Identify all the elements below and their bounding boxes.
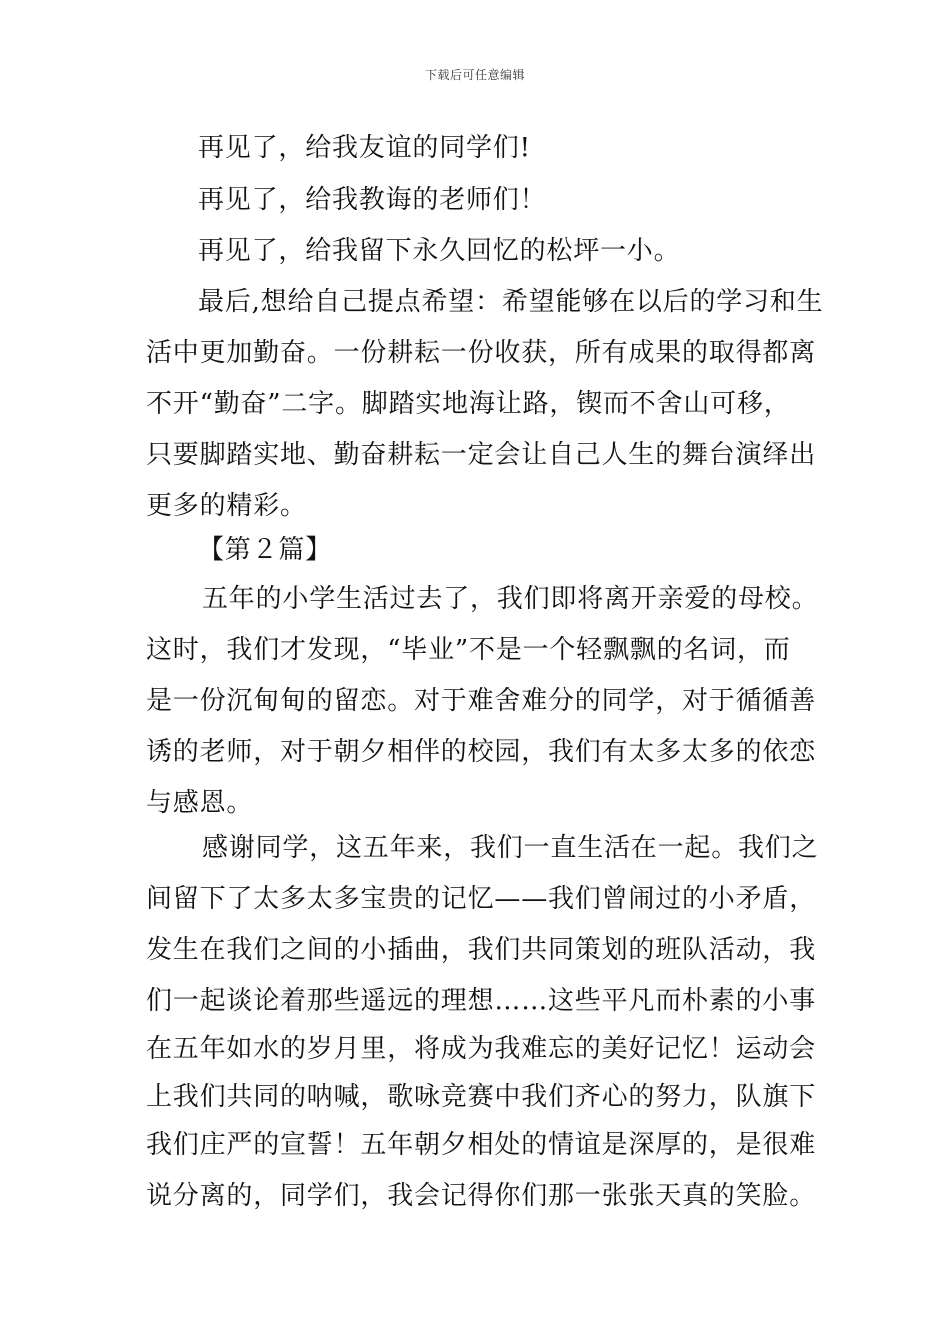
text-line: 只要脚踏实地、勤奋耕耘一定会让自己人生的舞台演绎出 [146,440,817,470]
page-header: 下载后可任意编辑 [424,68,525,82]
text-line: 再见了，给我友谊的同学们! [198,133,531,163]
text-line: 这时，我们才发现，“毕业”不是一个轻飘飘的名词，而 [146,635,791,665]
text-line: 发生在我们之间的小插曲，我们共同策划的班队活动，我 [146,935,817,965]
text-line: 我们庄严的宣誓！五年朝夕相处的情谊是深厚的，是很难 [146,1130,817,1160]
text-line: 感谢同学，这五年来，我们一直生活在一起。我们之 [202,833,819,863]
text-line: 活中更加勤奋。一份耕耘一份收获，所有成果的取得都离 [146,338,817,368]
section-heading: 【第２篇】 [198,535,333,565]
text-line: 再见了，给我教诲的老师们！ [198,185,547,215]
text-line: 间留下了太多太多宝贵的记忆——我们曾闹过的小矛盾， [146,884,817,914]
text-line: 五年的小学生活过去了，我们即将离开亲爱的母校。 [202,584,819,614]
text-line: 在五年如水的岁月里，将成为我难忘的美好记忆！运动会 [146,1034,817,1064]
text-line: 与感恩。 [146,788,254,818]
text-line: 说分离的，同学们，我会记得你们那一张张天真的笑脸。 [146,1181,817,1211]
text-line: 们一起谈论着那些遥远的理想……这些平凡而朴素的小事 [146,986,817,1016]
text-line: 是一份沉甸甸的留恋。对于难舍难分的同学，对于循循善 [146,686,817,716]
text-line: 最后,想给自己提点希望：希望能够在以后的学习和生 [198,287,824,317]
text-line: 再见了，给我留下永久回忆的松坪一小。 [198,236,681,266]
text-line: 更多的精彩。 [146,491,307,521]
text-line: 诱的老师，对于朝夕相伴的校园，我们有太多太多的依恋 [146,737,817,767]
text-line: 上我们共同的呐喊，歌咏竞赛中我们齐心的努力，队旗下 [146,1082,817,1112]
text-line: 不开“勤奋”二字。脚踏实地海让路，锲而不舍山可移， [146,389,791,419]
